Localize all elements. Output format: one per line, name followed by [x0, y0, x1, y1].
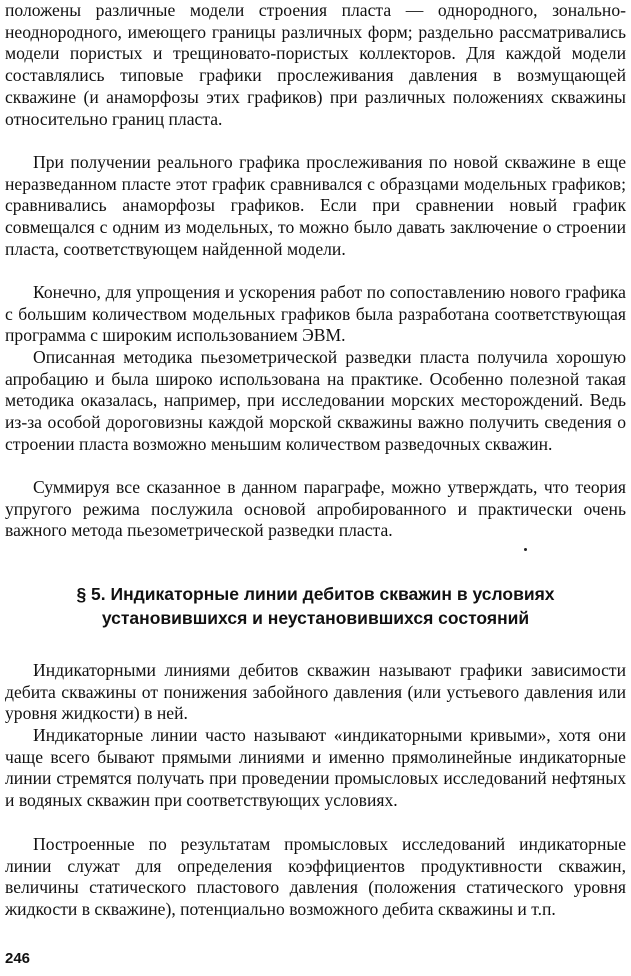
paragraph-4: Описанная методика пьезометрической разведки пласта получила хорошую апробацию и была широко использована на практике. Особенно полезной такая методика оказалась, например, при исследовании морских месторождений. Ведь из-за особой дороговизны каждой морской скважины важно получить сведения о строении пласта возможно меньшим количеством разведочных скважин. [5, 347, 626, 454]
section-heading [0, 582, 631, 630]
paragraph-5: Суммируя все сказанное в данном параграфе, можно утверждать, что теория упругого режима послужила основой апробированного и практически очень важного метода пьезометрической разведки пласта. [5, 477, 626, 541]
page-number: 246 [5, 950, 31, 967]
section-heading-line-2: установившихся и неустановившихся состояний [101, 608, 530, 628]
section-heading-line-1: § 5. Индикаторные линии дебитов скважин в условиях [76, 584, 555, 604]
paragraph-1: положены различные модели строения пласта — однородного, зонально-неоднородного, имеющего границы различных форм; раздельно рассматривались модели пористых и трещиновато-пористых коллекторов. Для каждой модели составлялись типовые графики прослеживания давления в возмущающей скважине (и анаморфозы этих графиков) при различных положениях скважины относительно границ пласта. [5, 0, 626, 129]
paragraph-7: Индикаторные линии часто называют «индикаторными кривыми», хотя они чаще всего бывают прямыми линиями и именно прямолинейные индикаторные линии стремятся получать при проведении промысловых исследований нефтяных и водяных скважин при соответствующих условиях. [5, 725, 626, 811]
paragraph-8: Построенные по результатам промысловых исследований индикаторные линии служат для определения коэффициентов продуктивности скважин, величины статического пластового давления (положения статического уровня жидкости в скважине), потенциально возможного дебита скважины и т.п. [5, 834, 626, 920]
paragraph-2: При получении реального графика прослеживания по новой скважине в еще неразведанном пласте этот график сравнивался с образцами модельных графиков; сравнивались анаморфозы графиков. Если при сравнении новый график совмещался с одним из модельных, то можно было давать заключение о строении пласта, соответствующем найденной модели. [5, 152, 626, 259]
paragraph-3: Конечно, для упрощения и ускорения работ по сопоставлению нового графика с большим количеством модельных графиков была разработана соответствующая программа с широким использованием ЭВМ. [5, 282, 626, 346]
paragraph-6: Индикаторными линиями дебитов скважин называют графики зависимости дебита скважины от понижения забойного давления (или устьевого давления или уровня жидкости) в ней. [5, 660, 626, 724]
stray-dot [524, 548, 527, 551]
